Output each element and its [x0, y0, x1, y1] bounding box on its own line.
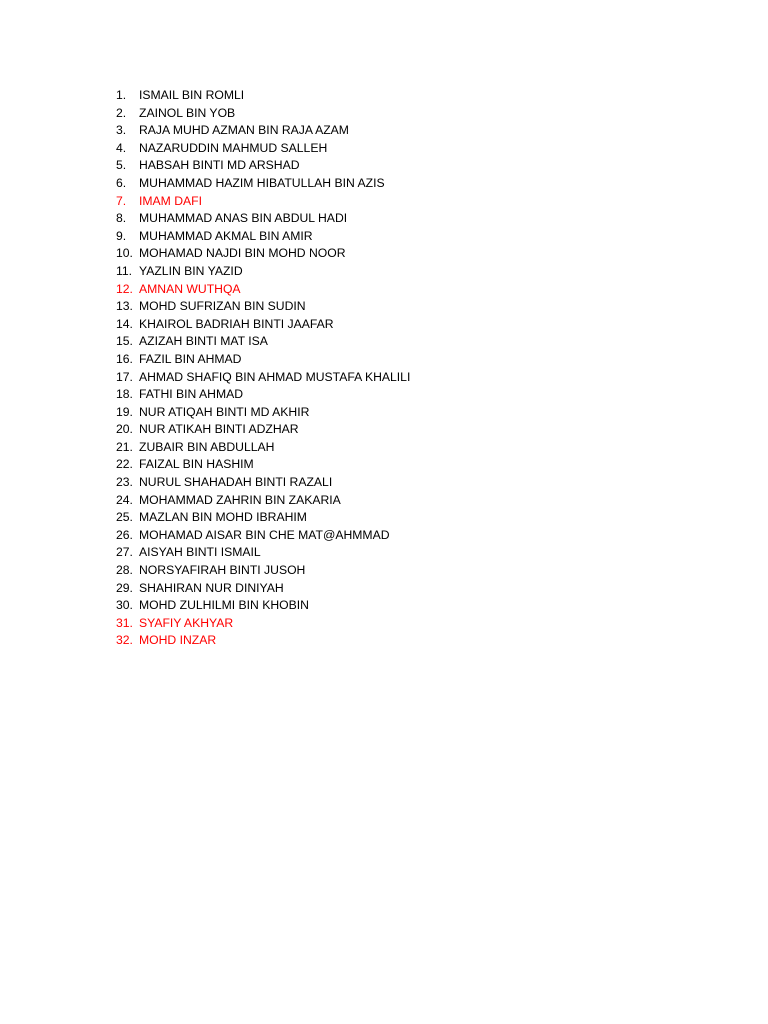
list-item: [116, 369, 410, 387]
list-item-name: AISYAH BINTI ISMAIL: [139, 545, 261, 560]
list-item-name: ZUBAIR BIN ABDULLAH: [139, 439, 275, 454]
list-item-name: AMNAN WUTHQA: [139, 281, 241, 296]
list-item-number: 26.: [116, 527, 133, 542]
list-item: [116, 333, 410, 351]
list-item-number: 15.: [116, 334, 133, 349]
list-item-number: 11.: [116, 263, 133, 278]
list-item-number: 18.: [116, 387, 133, 402]
list-item-number: 30.: [116, 598, 133, 613]
list-item: [116, 421, 410, 439]
list-item: [116, 263, 410, 281]
list-item-number: 9.: [116, 228, 127, 243]
list-item: [116, 210, 410, 228]
list-item: [116, 527, 410, 545]
list-item-name: MOHD ZULHILMI BIN KHOBIN: [139, 598, 309, 613]
list-item-name: FAIZAL BIN HASHIM: [139, 457, 254, 472]
list-item-name: NAZARUDDIN MAHMUD SALLEH: [139, 140, 328, 155]
list-item-name: NURUL SHAHADAH BINTI RAZALI: [139, 475, 333, 490]
list-item-number: 21.: [116, 439, 133, 454]
list-item: [116, 632, 410, 650]
list-item: [116, 157, 410, 175]
list-item: [116, 474, 410, 492]
list-item: [116, 193, 410, 211]
list-item-name: MOHAMMAD ZAHRIN BIN ZAKARIA: [139, 492, 341, 507]
list-item-name: MOHD SUFRIZAN BIN SUDIN: [139, 299, 306, 314]
list-item-number: 12.: [116, 281, 133, 296]
list-item-number: 8.: [116, 211, 127, 226]
list-item: [116, 87, 410, 105]
list-item: [116, 615, 410, 633]
list-item-number: 6.: [116, 175, 127, 190]
list-item: [116, 105, 410, 123]
list-item: [116, 298, 410, 316]
list-item-number: 22.: [116, 457, 133, 472]
list-item: [116, 404, 410, 422]
list-item-number: 29.: [116, 580, 133, 595]
list-item: [116, 122, 410, 140]
list-item-number: 14.: [116, 316, 133, 331]
list-item-number: 3.: [116, 123, 127, 138]
list-item-name: AHMAD SHAFIQ BIN AHMAD MUSTAFA KHALILI: [139, 369, 411, 384]
list-item-number: 23.: [116, 475, 133, 490]
list-item-number: 19.: [116, 404, 133, 419]
list-item-number: 24.: [116, 492, 133, 507]
list-item-number: 16.: [116, 351, 133, 366]
list-item: [116, 580, 410, 598]
list-item: [116, 509, 410, 527]
list-item-number: 25.: [116, 510, 133, 525]
list-item: [116, 597, 410, 615]
list-item-name: NUR ATIQAH BINTI MD AKHIR: [139, 404, 310, 419]
list-item-name: FATHI BIN AHMAD: [139, 387, 244, 402]
list-item-name: FAZIL BIN AHMAD: [139, 351, 242, 366]
list-item-name: MAZLAN BIN MOHD IBRAHIM: [139, 510, 307, 525]
list-item: [116, 245, 410, 263]
list-item-number: 4.: [116, 140, 127, 155]
list-item-number: 17.: [116, 369, 133, 384]
list-item-number: 28.: [116, 563, 133, 578]
list-item-name: RAJA MUHD AZMAN BIN RAJA AZAM: [139, 123, 349, 138]
list-item-number: 1.: [116, 88, 127, 102]
list-item: [116, 316, 410, 334]
list-item: [116, 439, 410, 457]
list-item-name: ZAINOL BIN YOB: [139, 105, 236, 120]
list-item: [116, 175, 410, 193]
name-list: [116, 87, 410, 650]
list-item: [116, 544, 410, 562]
list-item-name: ISMAIL BIN ROMLI: [139, 88, 245, 102]
list-item-name: MOHAMAD AISAR BIN CHE MAT@AHMMAD: [139, 527, 390, 542]
list-item: [116, 456, 410, 474]
list-item-name: MOHAMAD NAJDI BIN MOHD NOOR: [139, 246, 346, 261]
list-item-name: MOHD INZAR: [139, 633, 217, 648]
list-item-number: 2.: [116, 105, 127, 120]
list-item: [116, 351, 410, 369]
list-item-name: KHAIROL BADRIAH BINTI JAAFAR: [139, 316, 334, 331]
list-item-name: SYAFIY AKHYAR: [139, 615, 234, 630]
list-item-name: MUHAMMAD AKMAL BIN AMIR: [139, 228, 313, 243]
list-item-name: YAZLIN BIN YAZID: [139, 263, 243, 278]
list-item-number: 32.: [116, 633, 133, 648]
list-item-name: HABSAH BINTI MD ARSHAD: [139, 158, 300, 173]
list-item-number: 5.: [116, 158, 127, 173]
list-item: [116, 386, 410, 404]
list-item-name: SHAHIRAN NUR DINIYAH: [139, 580, 284, 595]
list-item: [116, 140, 410, 158]
list-item: [116, 562, 410, 580]
list-item: [116, 228, 410, 246]
list-item-name: AZIZAH BINTI MAT ISA: [139, 334, 268, 349]
list-item: [116, 492, 410, 510]
list-item-number: 31.: [116, 615, 133, 630]
list-item-number: 7.: [116, 193, 127, 208]
list-item-name: MUHAMMAD HAZIM HIBATULLAH BIN AZIS: [139, 175, 385, 190]
list-item-number: 13.: [116, 299, 133, 314]
list-item-name: MUHAMMAD ANAS BIN ABDUL HADI: [139, 211, 348, 226]
list-item: [116, 281, 410, 299]
list-item-name: IMAM DAFI: [139, 193, 202, 208]
list-item-name: NUR ATIKAH BINTI ADZHAR: [139, 422, 299, 437]
list-item-name: NORSYAFIRAH BINTI JUSOH: [139, 563, 306, 578]
list-item-number: 20.: [116, 422, 133, 437]
list-item-number: 10.: [116, 246, 133, 261]
list-item-number: 27.: [116, 545, 133, 560]
